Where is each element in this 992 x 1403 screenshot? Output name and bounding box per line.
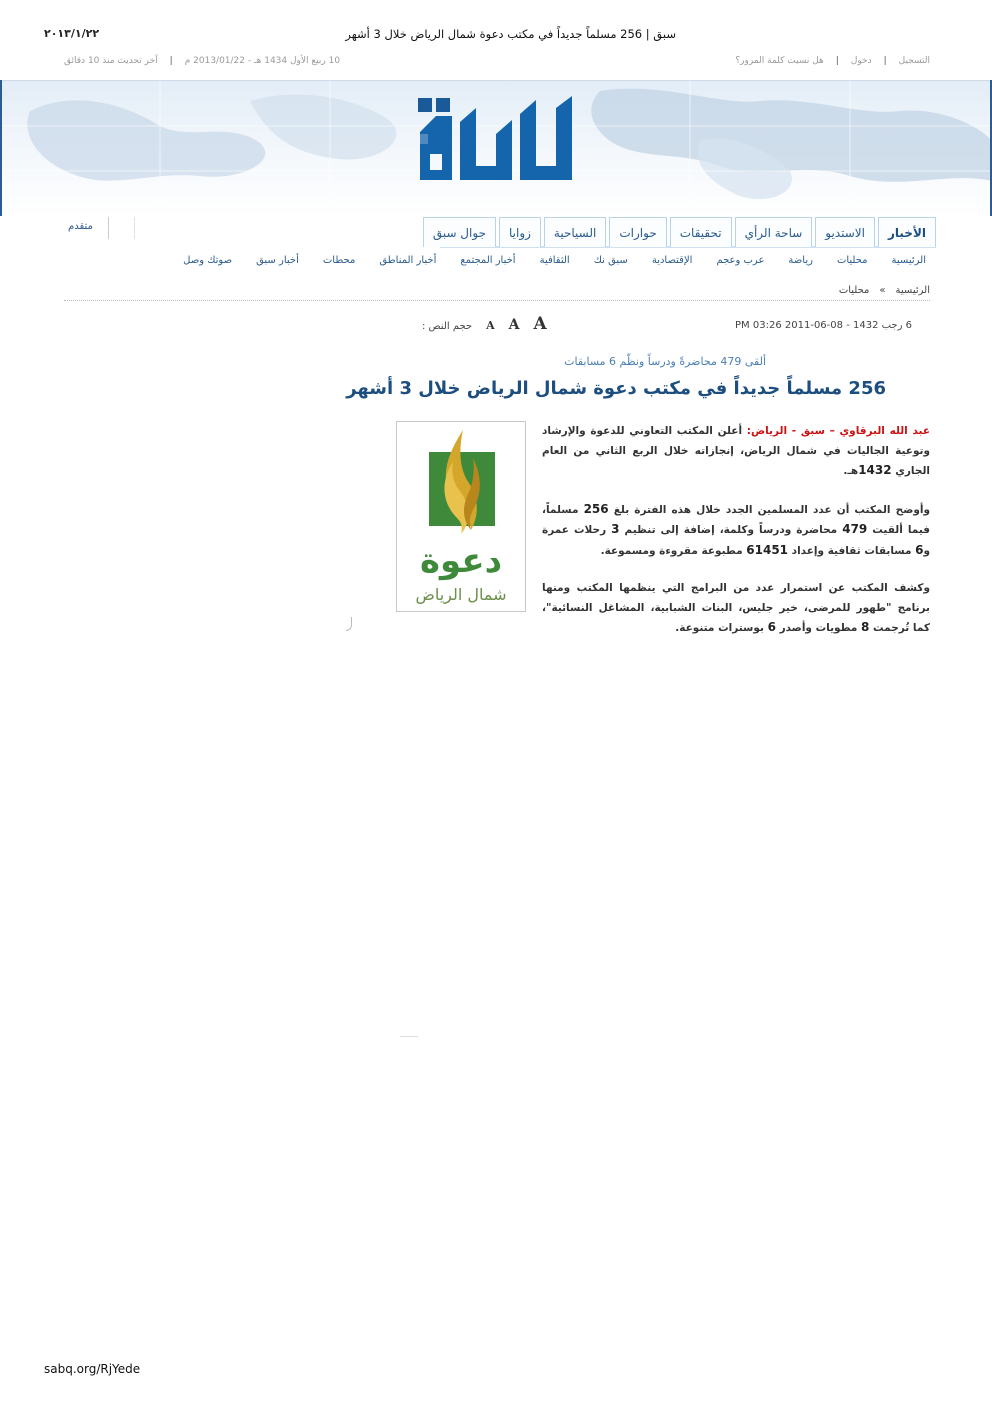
tab-columns[interactable]: زوايا bbox=[499, 217, 541, 247]
decorative-mark bbox=[346, 617, 352, 631]
tab-investigations[interactable]: تحقيقات bbox=[670, 217, 732, 247]
tab-studio[interactable]: الاستديو bbox=[815, 217, 875, 247]
subnav-item-regions[interactable]: أخبار المناطق bbox=[379, 255, 437, 266]
breadcrumb-arrow: » bbox=[879, 285, 886, 296]
tab-interviews[interactable]: حوارات bbox=[609, 217, 666, 247]
article-byline: عبد الله البرقاوي – سبق - الرياض: bbox=[746, 425, 930, 437]
text-run: أعلن المكتب التعاوني للدعوة والإرشاد وتوعية الجاليات في شمال الرياض، إنجازاته خلال الربع الثاني من العام الجاري bbox=[542, 425, 930, 477]
tab-opinion[interactable]: ساحة الرأي bbox=[735, 217, 813, 247]
text-run: مسلماً، فيما ألقيت bbox=[542, 503, 930, 536]
main-nav bbox=[420, 217, 936, 247]
number: 61451 bbox=[746, 542, 789, 557]
separator bbox=[134, 217, 135, 239]
number: 479 bbox=[842, 522, 868, 536]
number: 256 bbox=[583, 501, 609, 516]
subnav-item-economy[interactable]: الإقتصادية bbox=[651, 255, 693, 266]
post-date: 6 رجب 1432 - 08-06-2011 PM 03:26 bbox=[735, 320, 912, 331]
article-headline: 256 مسلماً جديداً في مكتب دعوة شمال الرياض خلال 3 أشهر bbox=[346, 378, 886, 399]
subnav-item-sabq-news[interactable]: أخبار سبق bbox=[256, 255, 299, 266]
text-size-label: حجم النص : bbox=[422, 321, 473, 332]
article-kicker: ألقى 479 محاضرةً ودرساً ونظّم 6 مسابقات bbox=[564, 355, 766, 368]
subnav-item-culture[interactable]: الثقافية bbox=[539, 255, 570, 266]
article-paragraph bbox=[542, 422, 930, 482]
separator: | bbox=[835, 56, 839, 66]
number: 8 bbox=[861, 620, 870, 634]
number: 6 bbox=[767, 620, 776, 634]
text-run: محاضرة ودرساً وكلمة، إضافة إلى تنظيم bbox=[619, 524, 843, 536]
text-run: بوسترات متنوعة. bbox=[675, 622, 768, 634]
breadcrumb bbox=[839, 285, 930, 296]
text-size-controls bbox=[410, 314, 547, 334]
subnav-item-home[interactable]: الرئيسية bbox=[891, 255, 926, 266]
short-url[interactable]: sabq.org/RjYede bbox=[44, 1362, 141, 1376]
last-update: آخر تحديث منذ 10 دقائق bbox=[64, 56, 158, 66]
sub-nav bbox=[183, 255, 926, 266]
article-image bbox=[396, 421, 526, 612]
number: 6 bbox=[915, 542, 924, 557]
text-run: رحلات عمرة و bbox=[542, 524, 930, 557]
article-paragraph bbox=[542, 579, 930, 639]
subnav-item-your-voice[interactable]: صوتك وصل bbox=[183, 255, 233, 266]
register-link[interactable]: التسجيل bbox=[898, 56, 930, 66]
tab-tourism[interactable]: السياحية bbox=[544, 217, 606, 247]
article-paragraph bbox=[542, 500, 930, 562]
text-run: مطبوعة مقروءة ومسموعة. bbox=[600, 544, 747, 557]
banner-edge bbox=[0, 80, 2, 216]
decorative-mark bbox=[400, 1036, 418, 1037]
breadcrumb-section[interactable]: محليات bbox=[838, 285, 870, 296]
number: 1432 bbox=[858, 463, 892, 477]
separator: | bbox=[883, 56, 887, 66]
print-date: ٢٠١٣/١/٢٢ bbox=[44, 27, 100, 40]
print-page-title: سبق | 256 مسلماً جديداً في مكتب دعوة شمال الرياض خلال 3 أشهر bbox=[345, 27, 676, 41]
subnav-item-sabq-tech[interactable]: سبق نك bbox=[593, 255, 628, 266]
image-caption-subtitle: شمال الرياض bbox=[415, 585, 507, 604]
text-size-medium-button[interactable]: A bbox=[508, 317, 520, 333]
text-run: مطويات وأصدر bbox=[775, 622, 862, 634]
subnav-item-world[interactable]: عرب وعجم bbox=[716, 255, 765, 266]
text-run: هـ. bbox=[843, 465, 859, 477]
text-size-small-button[interactable]: A bbox=[486, 319, 495, 332]
subnav-item-society[interactable]: أخبار المجتمع bbox=[460, 255, 516, 266]
article-body bbox=[542, 422, 930, 657]
dawah-logo-image bbox=[397, 422, 525, 611]
separator: | bbox=[169, 56, 173, 66]
subnav-item-local[interactable]: محليات bbox=[836, 255, 868, 266]
account-links bbox=[735, 56, 930, 66]
tab-mobile[interactable]: جوال سبق bbox=[423, 217, 496, 247]
subnav-item-stations[interactable]: محطات bbox=[322, 255, 356, 266]
hijri-date: 10 ربيع الأول 1434 هـ - 2013/01/22 م bbox=[184, 56, 341, 66]
subnav-item-sports[interactable]: رياضة bbox=[788, 255, 813, 266]
divider bbox=[64, 300, 930, 301]
text-run: وكشف المكتب عن استمرار عدد من البرامج التي ينظمها المكتب ومنها برنامج "طهور للمرضى، خير جليس، البنات الشبابية، المشاغل النسائية"، كما تُرجمت bbox=[542, 582, 930, 634]
number: 3 bbox=[611, 522, 620, 536]
text-run: مسابقات ثقافية وإعداد bbox=[788, 544, 916, 557]
advanced-search-link[interactable]: متقدم bbox=[68, 221, 93, 232]
date-info bbox=[64, 56, 340, 66]
login-link[interactable]: دخول bbox=[850, 56, 872, 66]
separator bbox=[108, 217, 109, 239]
text-size-large-button[interactable]: A bbox=[533, 314, 547, 334]
image-caption-title: دعوة bbox=[419, 541, 503, 581]
forgot-password-link[interactable]: هل نسيت كلمة المرور؟ bbox=[735, 56, 824, 66]
sabq-logo[interactable] bbox=[416, 94, 576, 184]
text-run: وأوضح المكتب أن عدد المسلمين الجدد خلال هذه الفترة بلغ bbox=[608, 503, 930, 516]
tab-news[interactable]: الأخبار bbox=[878, 217, 936, 247]
breadcrumb-home[interactable]: الرئيسية bbox=[895, 285, 930, 296]
